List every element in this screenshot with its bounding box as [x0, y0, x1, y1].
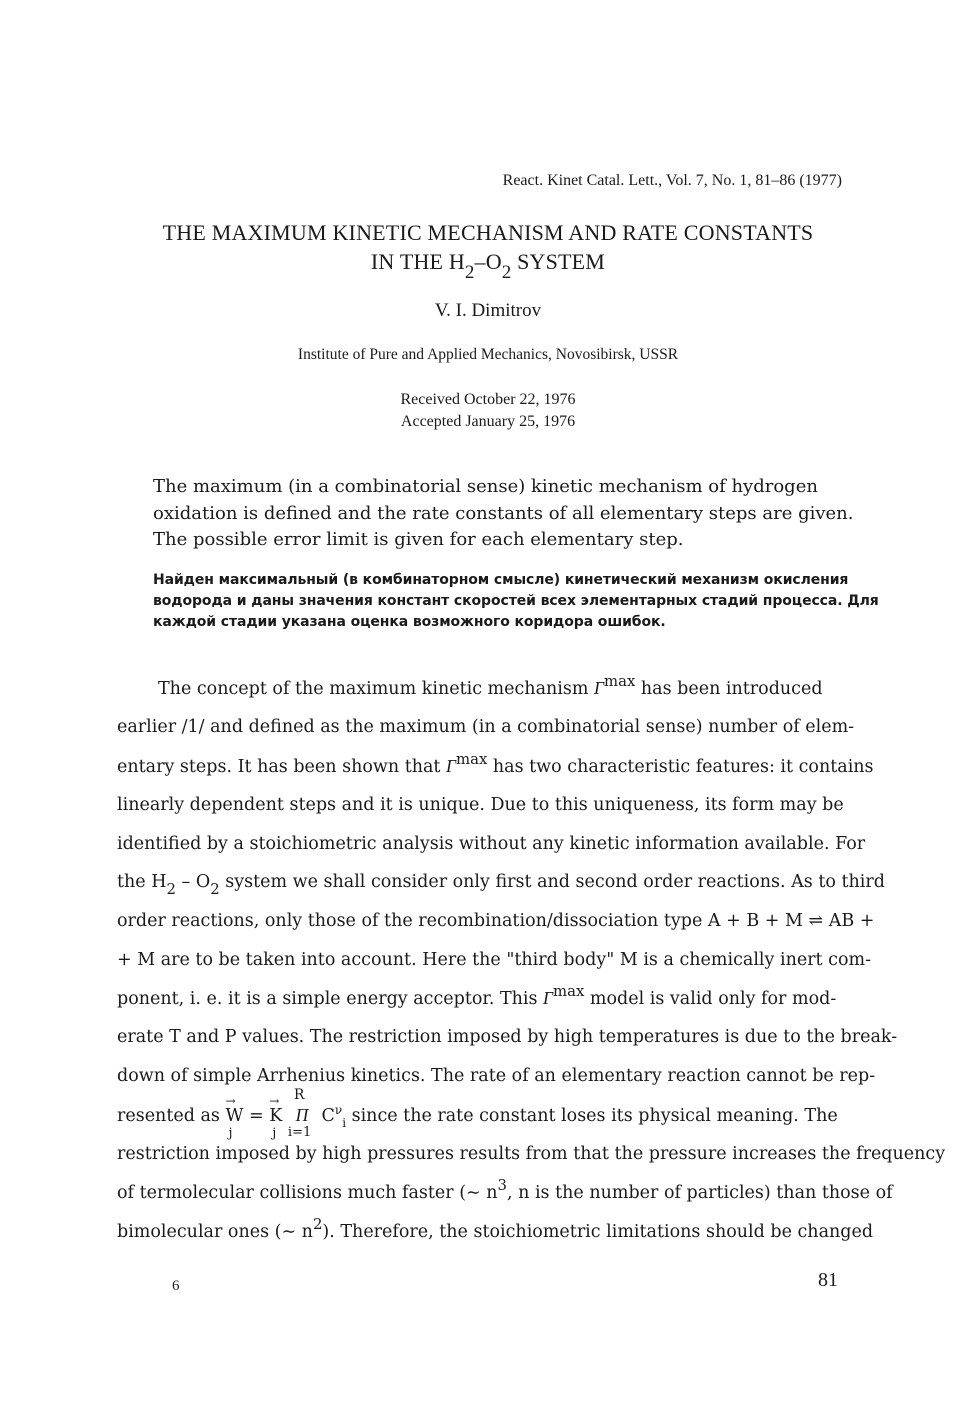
signature-mark: 6	[172, 1278, 180, 1294]
body-line: linearly dependent steps and it is unique. Due to this uniqueness, its form may be	[117, 795, 844, 815]
body-line: The concept of the maximum kinetic mechanism $\Gamma^{max}$ has been introduced	[158, 671, 823, 699]
body-line: entary steps. It has been shown that $\Gamma^{max}$ has two characteristic features: it contains	[117, 749, 874, 777]
received-date: Received October 22, 1976	[400, 391, 576, 408]
body-line: of termolecular collisions much faster (∼ $n^3$, n is the number of particles) than those of	[117, 1175, 893, 1203]
abstract-english	[153, 474, 853, 554]
body-line: bimolecular ones (∼ $n^2$). Therefore, the stoichiometric limitations should be changed	[117, 1214, 874, 1242]
body-line: erate T and P values. The restriction imposed by high temperatures is due to the break-	[117, 1027, 898, 1047]
abstract-ru-line: Найден максимальный (в комбинаторном смысле) кинетический механизм окисления	[153, 572, 849, 588]
abstract-en-line: oxidation is defined and the rate constants of all elementary steps are given.	[153, 502, 854, 524]
body-line: ponent, i. e. it is a simple energy acceptor. This $\Gamma^{max}$ model is valid only for mod-	[117, 981, 837, 1009]
body-line: earlier /1/ and defined as the maximum (in a combinatorial sense) number of elem-	[117, 717, 855, 737]
journal-citation: React. Kinet Catal. Lett., Vol. 7, No. 1, 81–86 (1977)	[502, 172, 842, 189]
title-line-1: THE MAXIMUM KINETIC MECHANISM AND RATE CONSTANTS	[162, 220, 814, 245]
abstract-en-line: The possible error limit is given for each elementary step.	[153, 529, 684, 550]
product-operator: R Π i=1	[287, 1087, 312, 1140]
body-line-equation: resented as → W j = → K j R Π i=1 $C^\nu_i$ since the rate constant loses its physical meaning. The	[117, 1103, 838, 1129]
submission-dates	[0, 389, 976, 433]
rate-constant-vector: → K j	[269, 1104, 282, 1128]
abstract-ru-line: каждой стадии указана оценка возможного коридора ошибок.	[153, 614, 666, 630]
abstract-en-line: The maximum (in a combinatorial sense) kinetic mechanism of hydrogen	[153, 476, 818, 497]
author-affiliation: Institute of Pure and Applied Mechanics, Novosibirsk, USSR	[297, 346, 679, 363]
accepted-date: Accepted January 25, 1976	[400, 413, 576, 430]
abstract-ru-line: водорода и даны значения констант скоростей всех элементарных стадий процесса. Для	[153, 593, 879, 609]
author-name: V. I. Dimitrov	[434, 300, 542, 321]
title-line-2: IN THE $H_2-O_2$ SYSTEM	[370, 249, 606, 284]
rate-vector: → W j	[225, 1104, 243, 1128]
body-line: order reactions, only those of the recombination/dissociation type A + B + M ⇌ AB +	[117, 911, 875, 931]
body-line: down of simple Arrhenius kinetics. The rate of an elementary reaction cannot be rep-	[117, 1066, 876, 1086]
paper-title	[0, 218, 976, 284]
body-line: + M are to be taken into account. Here the "third body" M is a chemically inert com-	[117, 950, 871, 970]
page-number: 81	[818, 1269, 838, 1291]
body-line: identified by a stoichiometric analysis without any kinetic information available. For	[117, 834, 866, 854]
body-line: restriction imposed by high pressures results from that the pressure increases the frequency	[117, 1144, 946, 1164]
abstract-russian	[153, 570, 879, 633]
body-line: the $H_2 - O_2$ system we shall consider only first and second order reactions. As to third	[117, 872, 885, 899]
